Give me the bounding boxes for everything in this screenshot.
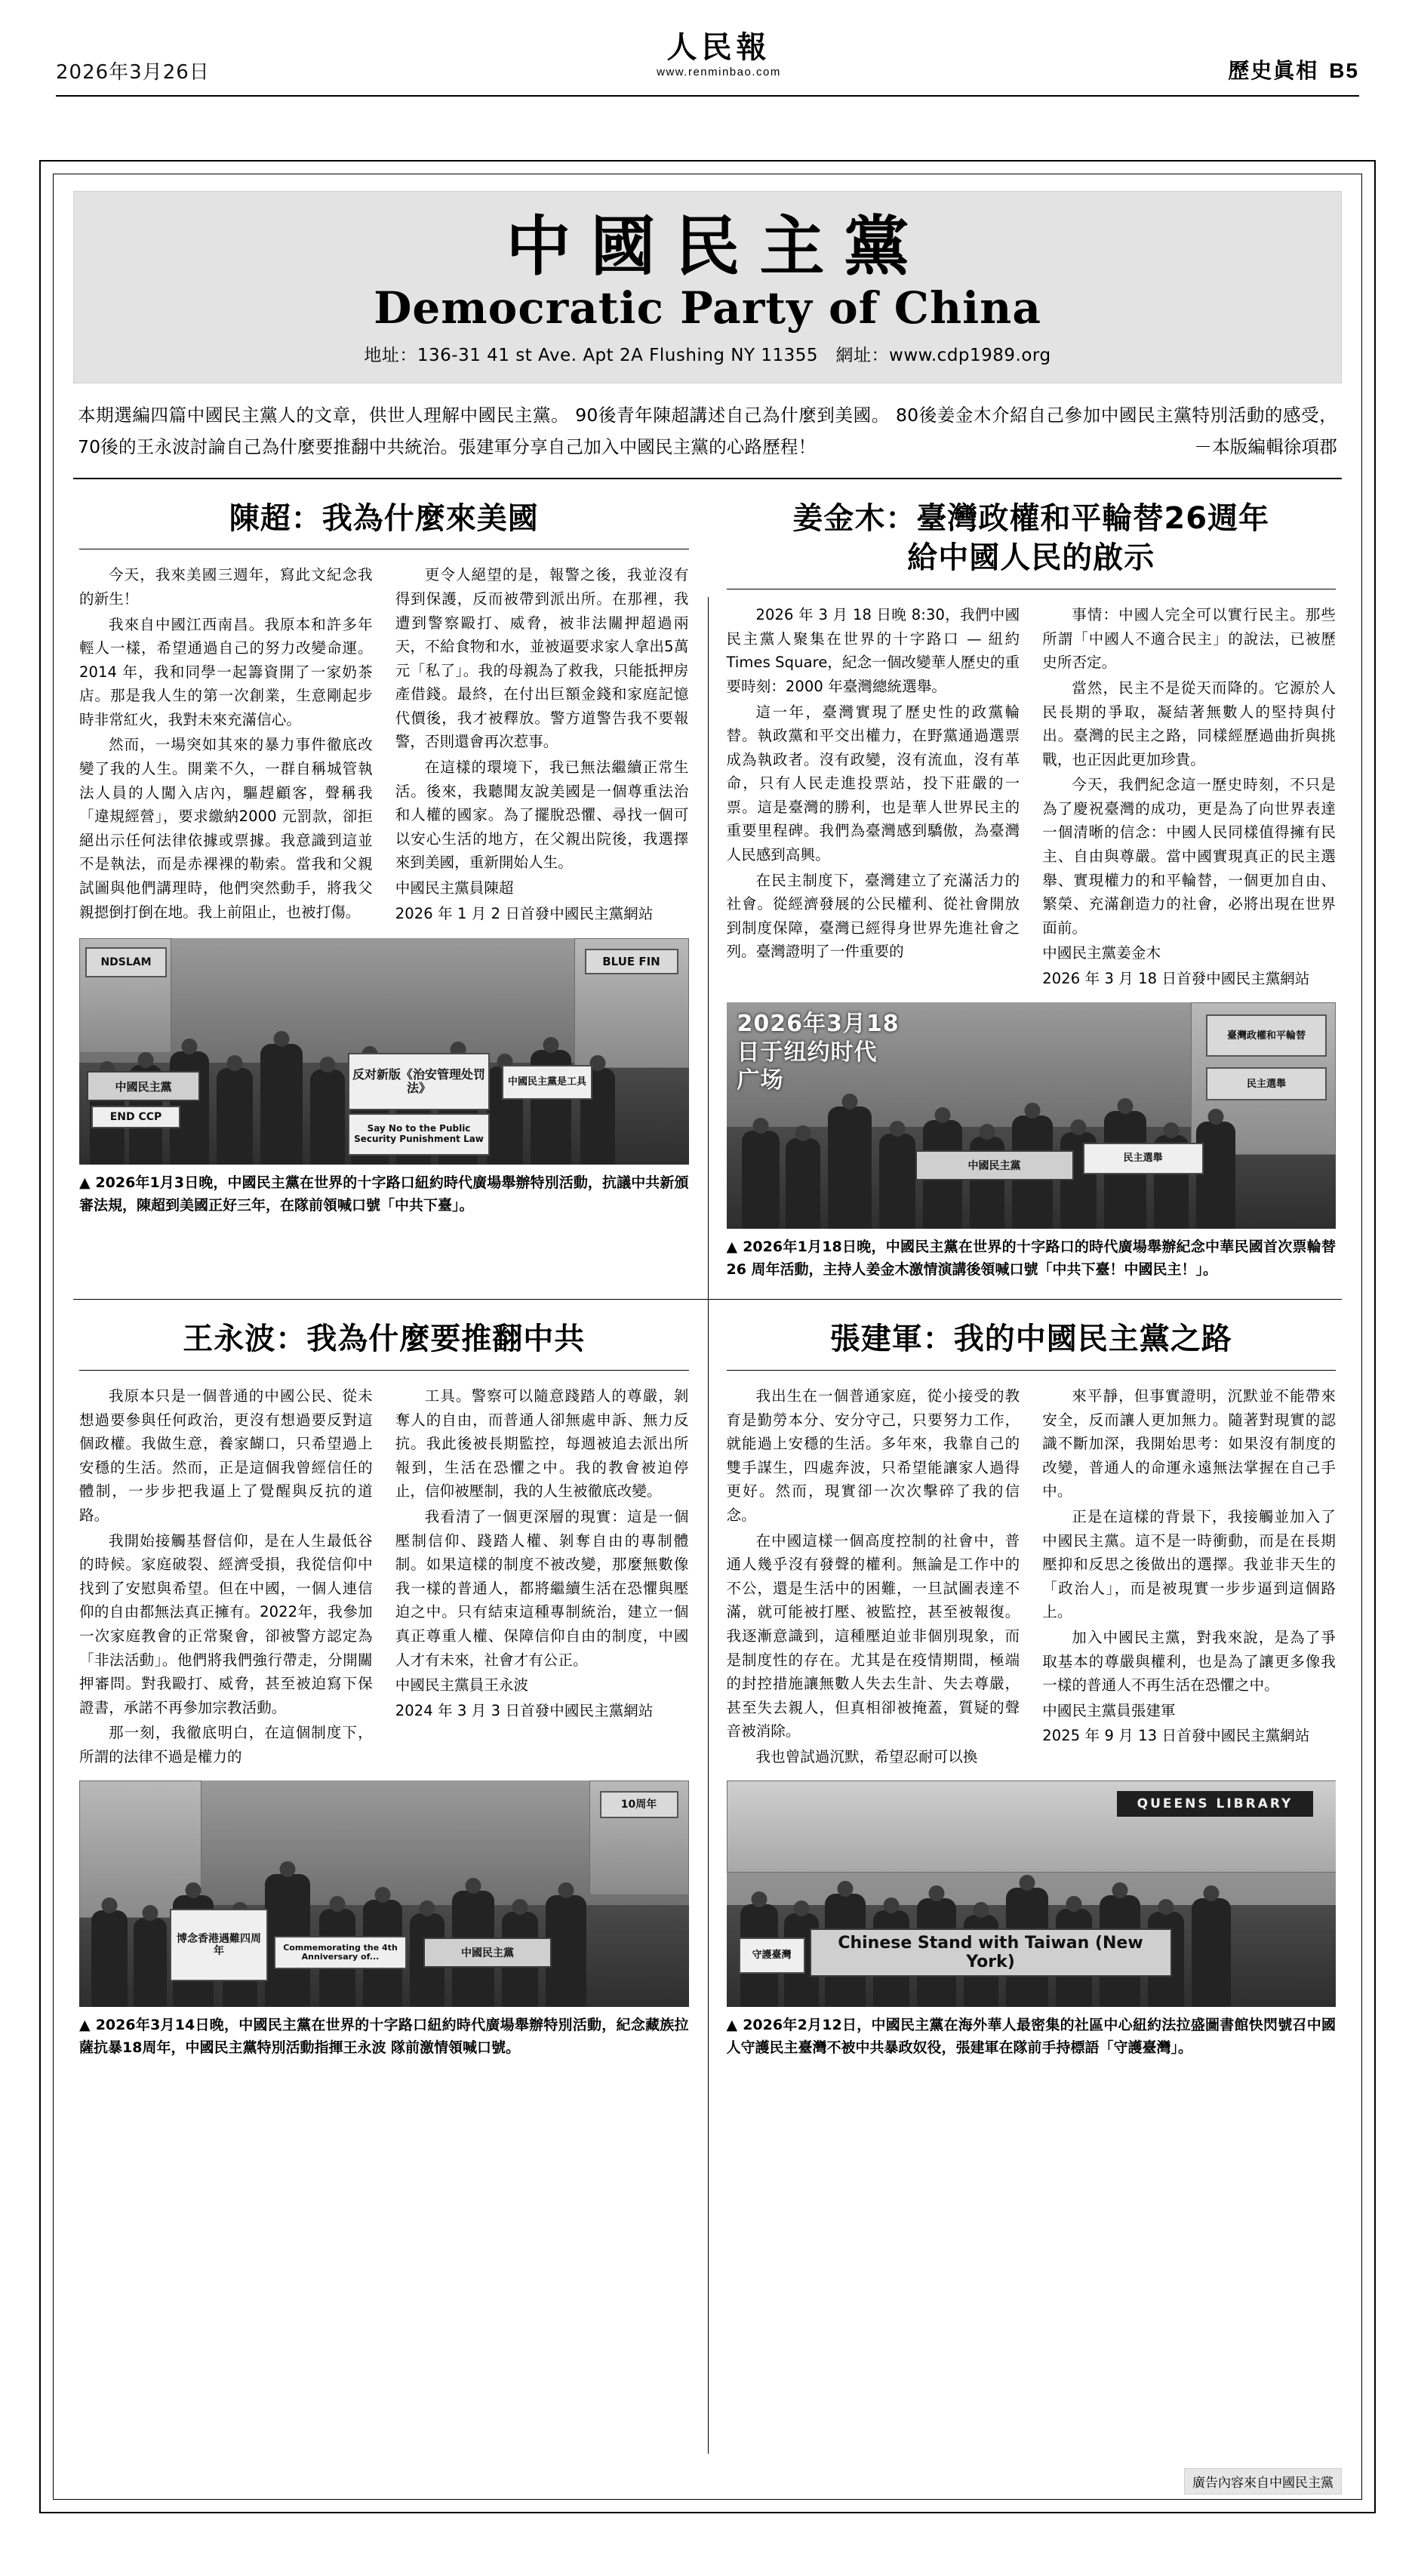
photo-person [879,1134,915,1229]
photo-person-head [375,1887,391,1903]
article-body [727,1384,1337,1768]
photo-sign-endccp: END CCP [91,1106,180,1128]
photo-banner-cdp: 中國民主黨 [915,1150,1074,1180]
photo-placard-english: Commemorating the 4th Anniversary of... [274,1936,407,1969]
photo-person [1196,1122,1235,1229]
photo-caption: ▲ 2026年2月12日，中國民主黨在海外華人最密集的社區中心紐約法拉盛圖書館快閃號召中國人守護民主臺灣不被中共暴政奴役，張建軍在隊前手持標語「守護臺灣」。 [726,2017,1336,2056]
article-byline-org: 中國民主黨員王永波 [395,1676,529,1694]
photo-person [828,1106,872,1229]
paragraph: 這一年，臺灣實現了歷史性的政黨輪替。執政黨和平交出權力，在野黨通過選票成為執政者。沒有政變，沒有流血，沒有革命，只有人民走進投票站，投下莊嚴的一票。這是臺灣的勝利，也是華人世界民主的重要里程碑。我們為臺灣感到驕傲，為臺灣人民感到高興。 [726,703,1020,864]
photo-sign: 民主選舉 [1206,1067,1327,1100]
photo-caption: ▲ 2026年1月18日晚，中國民主黨在世界的十字路口的時代廣場舉辦紀念中華民國首次票輪替 26 周年活動，主持人姜金木激情演講後領喊口號「中共下臺！中國民主！」。 [726,1239,1336,1278]
paragraph: 今天，我們紀念這一歷史時刻，不只是為了慶祝臺灣的成功，更是為了向世界表達一個清晰的信念：中國人民同樣值得擁有民主、自由與尊嚴。當中國實現真正的民主選舉、實現權力的和平輪替，一個更加自由、繁榮、充滿創造力的社會，必將出現在世界面前。 [1042,776,1336,937]
photo-sign-queens-library: QUEENS LIBRARY [1117,1791,1313,1817]
photo-person-head [420,1900,435,1916]
photo-sign: BLUE FIN [585,949,678,974]
party-address: 地址：136-31 41 st Ave. Apt 2A Flushing NY 11355 網址：www.cdp1989.org [364,346,1051,366]
paragraph: 我看清了一個更深層的現實：這是一個壓制信仰、踐踏人權、剝奪自由的專制體制。如果這樣的制度不被改變，那麼無數像我一樣的普通人，都將繼續生活在恐懼與壓迫之中。只有結束這種專制統治，建立一個真正尊重人權、保障信仰自由的制度，中國人才有未來，社會才有公正。 [395,1508,689,1669]
photo-person [260,1044,303,1165]
party-name-cn: 中國民主黨 [506,209,929,285]
publication-url: www.renminbao.com [657,66,781,78]
photo-person-head [973,1902,989,1918]
article-byline-date: 2026 年 1 月 2 日首發中國民主黨網站 [395,904,654,922]
article-zhang-jianjun [721,1300,1343,2067]
photo-person-head [138,1052,154,1068]
photo-person-head [558,1882,574,1898]
photo-banner-stand-with-taiwan: Chinese Stand with Taiwan (New York) [810,1928,1172,1977]
photo-person-head [1024,1103,1040,1119]
paragraph: 工具。警察可以隨意踐踏人的尊嚴，剝奪人的自由，而普通人卻無處申訴、無力反抗。我此後被長期監控，每週被追去派出所報到，生活在恐懼之中。我的教會被迫停止，信仰被壓制，我的人生被徹底改變。 [395,1387,689,1500]
photo-person-head [793,1900,809,1916]
column-divider [708,597,709,2454]
article-headline [79,1319,689,1359]
photo-person-head [934,1107,950,1123]
masthead-logo [225,32,1213,78]
paragraph: 更令人絕望的是，報警之後，我並沒有得到保護，反而被帶到派出所。在那裡，我遭到警察毆打、威脅，被非法關押超過兩天，不給食物和水，並被逼要求家人拿出5萬元「私了」。我的母親為了救我，只能抵押房產借錢。最終，在付出巨額金錢和家庭記憶代價後，我才被釋放。警方道警告我不要報警，否則還會再次惹事。 [395,566,689,751]
paragraph: 今天，我來美國三週年，寫此文紀念我的新生！ [79,566,373,608]
article-photo-block [727,1780,1337,2059]
page-number: B5 [1329,59,1359,82]
photo-person-head [512,1899,528,1915]
photo-placard-cdp-tool: 中國民主黨是工具 [502,1065,592,1100]
photo-person [546,1895,586,2007]
article-headline [727,1319,1337,1359]
editor-intro [78,400,1337,462]
section-and-page [1228,54,1359,89]
photo-person-head [227,1055,243,1071]
photo-sign: 臺灣政權和平輪替 [1206,1014,1327,1057]
editor-signature: －本版編輯徐項郡 [1194,435,1337,457]
photo-person-head [320,1057,336,1073]
headline-line-1: 姜金木：臺灣政權和平輪替26週年 [792,500,1270,536]
photo-overlay-date: 2026年3月18 日于纽约时代 广场 [737,1011,900,1094]
article-photo-block [79,938,689,1217]
paragraph: 正是在這樣的背景下，我接觸並加入了中國民主黨。這不是一時衝動，而是在長期壓抑和反思之後做出的選擇。我並非天生的「政治人」，而是被現實一步步逼到這個路上。 [1042,1508,1336,1621]
photo-person [134,1918,167,2007]
paragraph: 在中國這樣一個高度控制的社會中，普通人幾乎沒有發聲的權利。無論是工作中的不公，還是生活中的困難，一旦試圖表達不滿，就可能被打壓、被監控，甚至被報復。我逐漸意識到，這種壓迫並非個別現象，而是制度性的存在。尤其是在疫情期間，極端的封控措施讓無數人失去生計、失去尊嚴，甚至失去親人，但真相卻被掩蓋，質疑的聲音被消除。 [726,1531,1020,1740]
photo-sign: NDSLAM [85,947,167,977]
article-jiang-jinmu [721,479,1343,1289]
article-byline-org: 中國民主黨員張建軍 [1042,1701,1176,1719]
headline-rule [79,1370,689,1371]
photo-person-head [1163,1122,1179,1138]
paragraph: 來平靜，但事實證明，沉默並不能帶來安全，反而讓人更加無力。隨著對現實的認識不斷加深，我開始思考：如果沒有制度的改變，普通人的命運永遠無法掌握在自己手中。 [1042,1387,1336,1500]
photo-person [786,1138,820,1229]
photo-placard-english: Say No to the Public Security Punishment Law [348,1113,490,1156]
photo-person-head [1117,1098,1133,1114]
photo-banner-cdp: 中國民主黨 [423,1937,552,1968]
photo-sign: 10周年 [600,1791,678,1818]
paragraph: 在民主制度下，臺灣建立了充滿活力的社會。從經濟發展的公民權利、從社會開放到制度保障，臺灣已經得身世界先進社會之列。臺灣證明了一件重要的 [726,871,1020,961]
paragraph: 加入中國民主黨，對我來說，是為了爭取基本的尊嚴與權利，也是為了讓更多像我一樣的普通人不再生活在恐懼之中。 [1042,1628,1336,1694]
article-byline-date: 2025 年 9 月 13 日首發中國民主黨網站 [1042,1727,1310,1745]
article-byline-date: 2026 年 3 月 18 日首發中國民主黨網站 [1042,969,1310,987]
photo-person-head [889,1121,905,1137]
photo-person-head [928,1885,944,1901]
article-chen-chao [73,479,695,1289]
photo-person-head [102,1897,118,1913]
advertisement-note: 廣告內容來自中國民主黨 [1184,2468,1342,2494]
photo-person-head [274,1031,290,1047]
photo-person-head [182,1039,198,1054]
photo-times-square-mar18 [727,1002,1337,1229]
headline-line-1: 陳超：我為什麼來美國 [229,500,539,536]
photo-person-head [841,1094,857,1109]
editor-intro-text: 本期選編四篇中國民主黨人的文章，供世人理解中國民主黨。 90後青年陳超講述自己為什麼到美國。 80後姜金木介紹自己參加中國民主黨特別活動的感受，70後的王永波討論自己為什麼要推翻中共統治。張建軍分享自己加入中國民主黨的心路歷程！ [78,405,1337,457]
photo-person-head [1203,1885,1219,1901]
publication-title: 人民報 [666,30,771,65]
content-frame [39,160,1376,2513]
masthead-rule [56,95,1359,97]
photo-person-head [1066,1896,1081,1912]
headline-line-1: 王永波：我為什麼要推翻中共 [183,1322,586,1357]
masthead [0,0,1415,89]
article-body [79,563,689,926]
paragraph: 我原本只是一個普通的中國公民、從未想過要參與任何政治，更沒有想過要反對這個政權。我做生意，養家餬口，只希望過上安穩的生活。然而，正是這個我曾經信任的體制，一步步把我逼上了覺醒與反抗的道路。 [79,1387,373,1525]
photo-person-head [543,1037,559,1053]
paragraph: 2026 年 3 月 18 日晚 8:30，我們中國民主黨人聚集在世界的十字路口 — 紐約 Times Square，紀念一個改變華人歷史的重要時刻：2000 年臺灣總統選舉。 [726,606,1020,695]
photo-caption: ▲ 2026年3月14日晚，中國民主黨在世界的十字路口紐約時代廣場舉辦特別活動，紀念藏族拉薩抗暴18周年，中國民主黨特別活動指揮王永波 隊前激情領喊口號。 [79,2017,689,2056]
paragraph: 我也曾試過沉默，希望忍耐可以換 [755,1747,978,1765]
headline-line-2: 給中國人民的啟示 [907,540,1155,576]
headline-line-1: 張建軍：我的中國民主黨之路 [829,1322,1232,1357]
photo-person [1192,1898,1231,2007]
photo-placard-election: 民主選舉 [1083,1143,1204,1174]
party-banner [73,191,1342,383]
paragraph: 當然，民主不是從天而降的。它源於人民長期的爭取，凝結著無數人的堅持與付出。臺灣的民主之路，同樣經歷過曲折與挑戰，也正因此更加珍貴。 [1042,679,1336,768]
paragraph: 事情：中國人完全可以實行民主。那些所謂「中國人不適合民主」的說法，已被歷史所否定。 [1042,606,1336,672]
article-wang-yongbo [73,1300,695,2067]
party-name-en: Democratic Party of China [374,282,1041,334]
photo-queens-library-feb12 [727,1780,1337,2007]
paragraph: 在這樣的環境下，我已無法繼續正常生活。後來，我聽聞友說美國是一個尊重法治和人權的國家。為了擺脫恐懼、尋找一個可以安心生活的地方，在父親出院後，我選擇來到美國，重新開始人生。 [395,759,689,872]
photo-person-head [1070,1119,1086,1135]
photo-times-square-jan3 [79,938,689,1165]
photo-person [310,1069,345,1165]
article-headline [727,499,1337,579]
photo-person [91,1910,128,2007]
photo-times-square-mar14 [79,1780,689,2007]
photo-person-head [751,1891,767,1907]
photo-person-head [186,1882,201,1898]
article-body [727,603,1337,990]
masthead-date: 2026年3月26日 [56,61,210,84]
paragraph: 然而，一場突如其來的暴力事件徹底改變了我的人生。開業不久，一群自稱城管執法人員的人闖入店內，驅趕顧客，聲稱我「違規經營」，要求繳納2000 元罰款，卻拒絕出示任何法律依據或票據。我意識到這並不是執法，而是赤裸裸的勒索。當我和父親試圖與他們講理時，他們突然動手，將我父親摁倒打倒在地。我上前阻止，也被打傷。 [79,736,373,921]
photo-placard-memorial: 博念香港遇難四周年 [170,1909,268,1981]
article-byline-org: 中國民主黨員陳超 [395,879,514,897]
article-byline-org: 中國民主黨姜金木 [1042,944,1161,962]
photo-placard-protect-taiwan: 守護臺灣 [739,1937,805,1974]
photo-person-head [752,1118,768,1134]
section-name: 歷史眞相 [1228,58,1319,83]
photo-person [742,1131,780,1229]
paragraph: 那一刻，我徹底明白，在這個制度下，所謂的法律不過是權力的 [79,1724,373,1765]
paragraph: 我出生在一個普通家庭，從小接受的教育是勤勞本分、安分守己，只要努力工作，就能過上安穩的生活。多年來，我靠自己的雙手謀生，四處奔波，只希望能讓家人過得更好。然而，現實卻一次次擊碎了我的信念。 [726,1387,1020,1525]
article-photo-block [79,1780,689,2059]
article-headline [79,499,689,539]
photo-person-head [466,1878,481,1894]
photo-caption: ▲ 2026年1月3日晚，中國民主黨在世界的十字路口紐約時代廣場舉辦特別活動，抗議中共新頒審法規，陳超到美國正好三年，在隊前領喊口號「中共下臺」。 [79,1174,689,1214]
photo-person-head [1112,1882,1127,1898]
photo-banner-cdp: 中國民主黨 [87,1071,200,1101]
photo-person-head [795,1125,811,1141]
photo-person [217,1068,253,1165]
photo-person-head [837,1881,853,1897]
article-byline-date: 2024 年 3 月 3 日首發中國民主黨網站 [395,1701,654,1719]
photo-person-head [1207,1109,1223,1125]
paragraph: 我來自中國江西南昌。我原本和許多年輕人一樣，希望通過自己的努力改變命運。2014 年，我和同學一起籌資開了一家奶茶店。那是我人生的第一次創業，生意剛起步時非常紅火，我對未來充滿信心。 [79,615,373,728]
photo-person-head [280,1861,296,1877]
photo-person-head [143,1905,158,1921]
article-body [79,1384,689,1768]
paragraph: 我開始接觸基督信仰，是在人生最低谷的時候。家庭破裂、經濟受損，我從信仰中找到了安慰與希望。但在中國，一個人連信仰的自由都無法真正擁有。2022年，我參加一次家庭教會的正常聚會，卻被警方認定為「非法活動」。他們將我們強行帶走，分開關押審問。對我毆打、威脅，甚至被迫寫下保證書，承諾不再參加宗教活動。 [79,1531,373,1716]
photo-person-head [1019,1875,1035,1891]
photo-person-head [979,1124,995,1140]
headline-rule [727,1370,1337,1371]
photo-person-head [883,1897,899,1913]
photo-placard-protest: 反对新版《治安管理处罚法》 [348,1053,490,1110]
photo-person-head [1158,1899,1174,1915]
article-photo-block [727,1002,1337,1281]
content-frame-inner [53,174,1362,2500]
photo-person-head [330,1896,346,1912]
